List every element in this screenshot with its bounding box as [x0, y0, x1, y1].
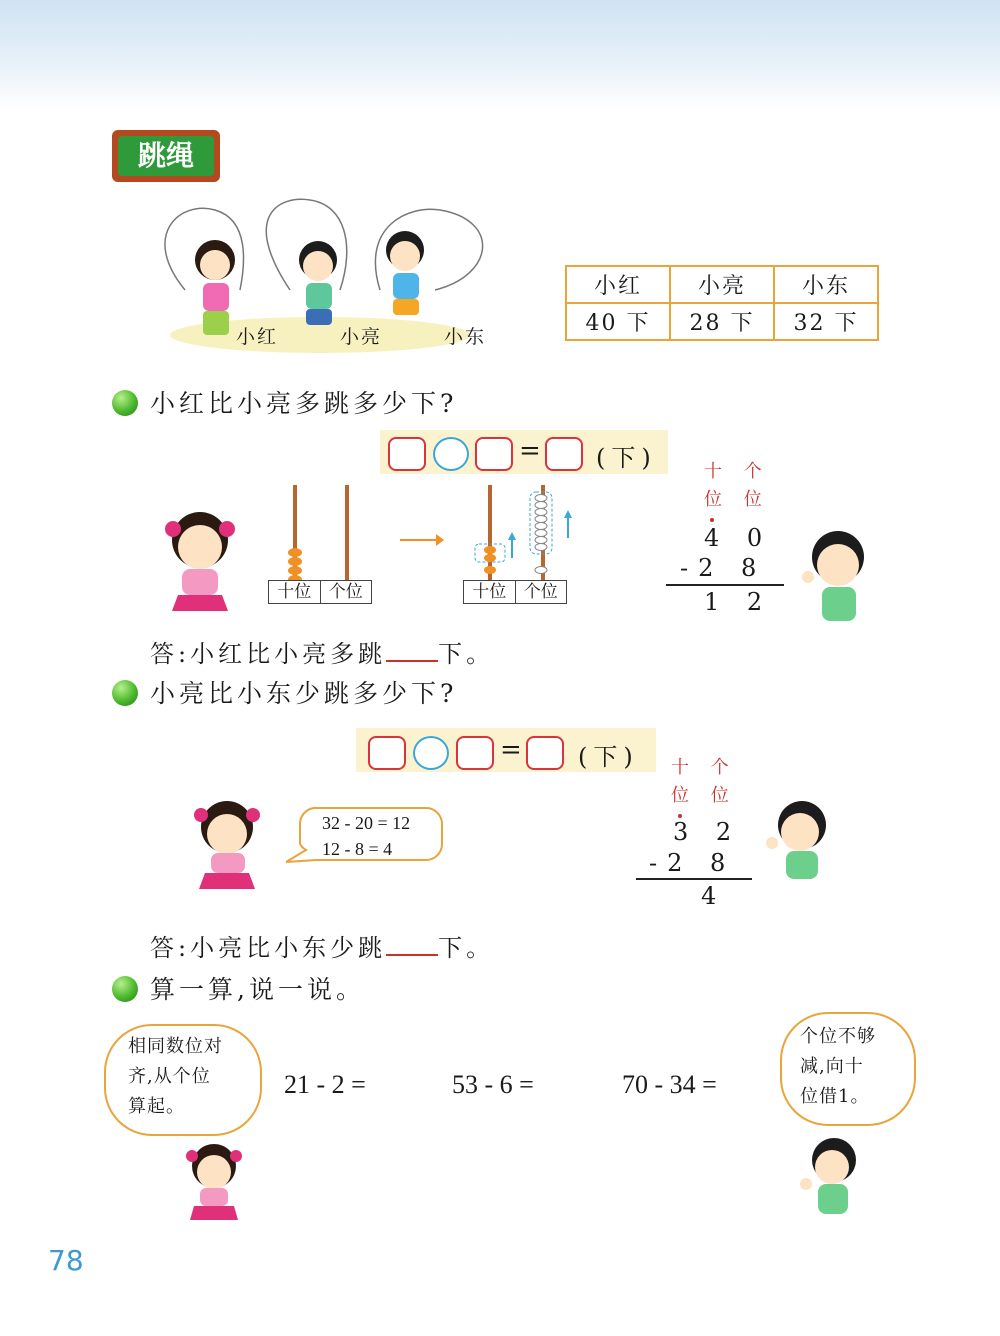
abacus-right-ones-label: 个位 [523, 582, 558, 602]
hint-bubble-left-text [128, 1032, 223, 1122]
arrow-right-icon [398, 530, 444, 550]
abacus-right-tens-label: 十位 [464, 581, 516, 603]
abacus-left-ones-rod [345, 485, 349, 580]
kid-label-xiaohong: 小红 [236, 326, 279, 348]
score-header-xiaohong: 小红 [566, 266, 670, 303]
hint-left-line2: 齐,从个位 [128, 1066, 211, 1087]
vertical-line1-q2: 3 2 [673, 818, 742, 846]
answer-box-q1-a[interactable] [388, 437, 426, 471]
abacus-left-bead [288, 566, 302, 575]
calc-item-2: 53 - 6 = [452, 1070, 534, 1099]
equals-sign-q2: = [500, 735, 522, 765]
hint-right-line2: 减,向十 [800, 1056, 864, 1077]
abacus-left-bead [288, 557, 302, 566]
boy-figure-q3 [798, 1134, 868, 1218]
abacus-left-tens-label: 十位 [269, 581, 321, 603]
abacus-right-detail [470, 488, 580, 583]
hint-right-line1: 个位不够 [800, 1026, 876, 1047]
answer-line-q1 [150, 634, 494, 669]
sky-header-band [0, 0, 1000, 110]
vertical-line3-q1: 1 2 [704, 588, 773, 616]
answer-blank-q2[interactable] [386, 934, 438, 956]
bullet-dot-q3 [112, 976, 138, 1002]
page-number: 78 [48, 1244, 84, 1277]
vertical-line3-q2: 4 [701, 882, 727, 910]
scores-table [565, 265, 879, 341]
hint-left-line3: 算起。 [128, 1096, 185, 1117]
hint-bubble-right-text [800, 1022, 876, 1112]
question-3: 算一算,说一说。 [150, 975, 365, 1004]
answer-line-q2 [150, 928, 494, 963]
boy-figure-q2 [760, 795, 842, 885]
calc-item-1: 21 - 2 = [284, 1070, 366, 1099]
calc-item-3: 70 - 34 = [622, 1070, 717, 1099]
place-header-top-q2: 十 个 [671, 757, 737, 778]
rope-xiaoliang [266, 199, 346, 290]
answer-box-q2-result[interactable] [526, 736, 564, 770]
borrow-dot-q1 [710, 518, 714, 522]
bullet-dot-q2 [112, 680, 138, 706]
abacus-right-base [463, 580, 567, 604]
answer-box-q2-b[interactable] [456, 736, 494, 770]
answer-box-q2-a[interactable] [368, 736, 406, 770]
vertical-line2-q2: -2 8 [649, 849, 736, 877]
abacus-left-bead [288, 548, 302, 557]
scores-header-row [566, 266, 878, 303]
equals-sign-q1: = [519, 436, 541, 466]
question-2: 小亮比小东少跳多少下? [150, 679, 458, 708]
kid-xiaodong-figure [386, 231, 424, 315]
answer-box-q1-b[interactable] [475, 437, 513, 471]
kid-label-xiaoliang: 小亮 [340, 326, 383, 348]
score-value-xiaodong: 32 下 [774, 303, 878, 340]
score-value-xiaoliang: 28 下 [670, 303, 774, 340]
answer-prefix-q1: 答:小红比小亮多跳 [150, 640, 387, 668]
abacus-left-ones-label: 个位 [328, 582, 363, 602]
score-value-xiaohong: 40 下 [566, 303, 670, 340]
section-title-badge [112, 130, 220, 182]
abacus-left-base [268, 580, 372, 604]
kid-label-xiaodong: 小东 [444, 326, 487, 348]
vertical-rule-q2 [636, 878, 752, 880]
kid-xiaoliang-figure [299, 241, 337, 325]
hint-left-line1: 相同数位对 [128, 1036, 223, 1057]
unit-label-q2: (下) [578, 743, 639, 771]
kid-xiaohong-figure [195, 240, 235, 335]
vertical-line1-q1: 4 0 [704, 524, 773, 552]
girl-figure-q2 [185, 795, 277, 891]
answer-suffix-q2: 下。 [438, 934, 495, 962]
score-header-xiaoliang: 小亮 [670, 266, 774, 303]
answer-suffix-q1: 下。 [438, 640, 495, 668]
answer-box-q1-result[interactable] [545, 437, 583, 471]
bullet-dot-q1 [112, 390, 138, 416]
vertical-line2-q1: -2 8 [680, 554, 767, 582]
scores-value-row [566, 303, 878, 340]
bubble-q2-line2: 12 - 8 = 4 [322, 839, 393, 859]
operator-circle-q2[interactable] [413, 736, 449, 770]
boy-figure-q1 [798, 525, 880, 631]
place-header-bottom-q1: 位 位 [704, 489, 770, 510]
bubble-q2-line1: 32 - 20 = 12 [322, 813, 411, 833]
girl-figure-q1 [160, 505, 250, 615]
vertical-rule-q1 [666, 584, 784, 586]
section-title: 跳绳 [118, 136, 214, 176]
answer-prefix-q2: 答:小亮比小东少跳 [150, 934, 387, 962]
place-header-top-q1: 十 个 [704, 461, 770, 482]
question-1: 小红比小亮多跳多少下? [150, 389, 458, 418]
answer-blank-q1[interactable] [386, 640, 438, 662]
unit-label-q1: (下) [596, 444, 657, 472]
girl-figure-q3 [176, 1138, 252, 1222]
place-header-bottom-q2: 位 位 [671, 785, 737, 806]
hint-right-line3: 位借1。 [800, 1086, 870, 1107]
operator-circle-q1[interactable] [433, 437, 469, 471]
score-header-xiaodong: 小东 [774, 266, 878, 303]
